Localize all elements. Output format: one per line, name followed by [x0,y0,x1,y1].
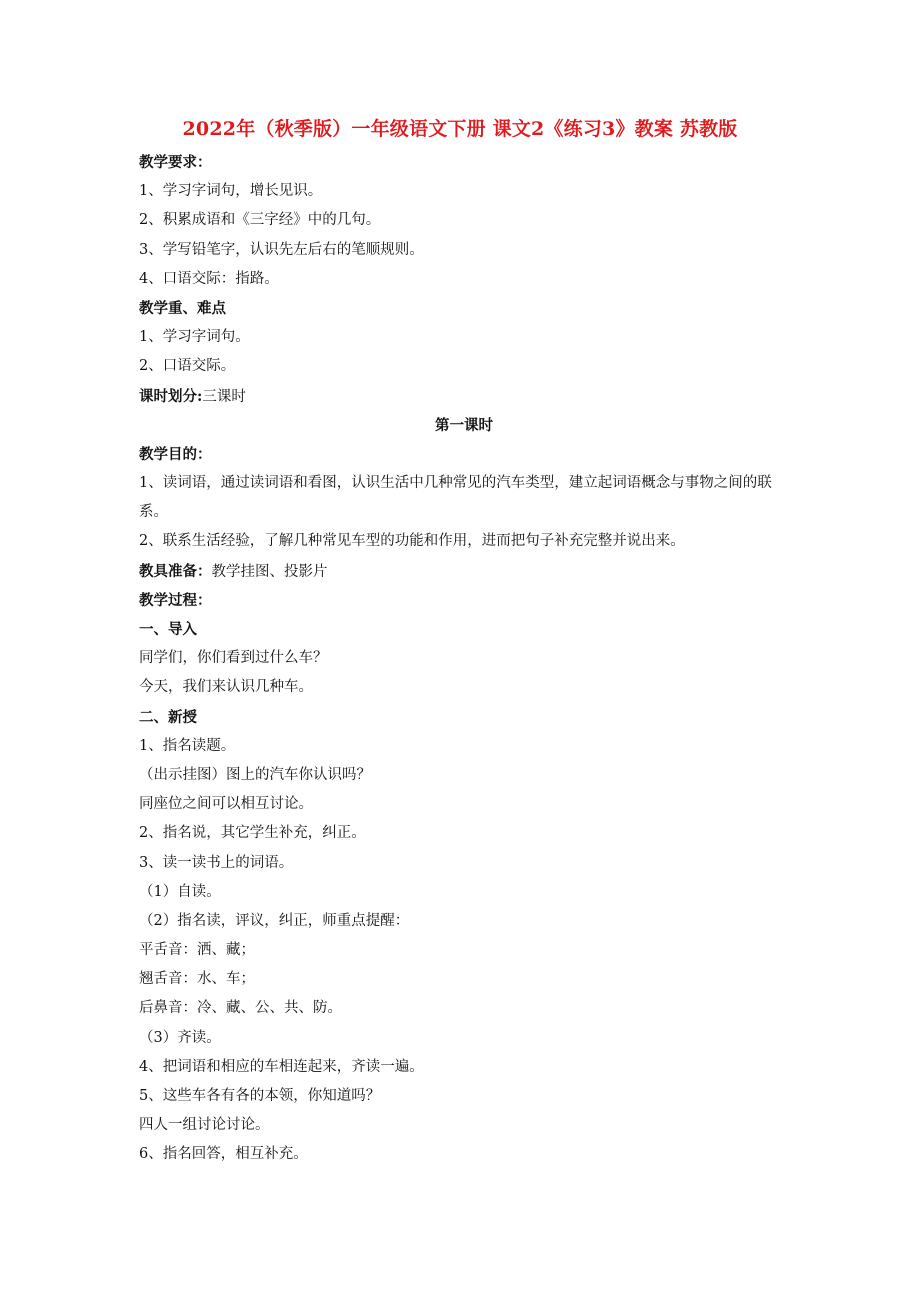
section2-line: 3、读一读书上的词语。 [139,854,294,871]
tools-value: 教学挂图、投影片 [211,563,328,580]
section2-line: 4、把词语和相应的车相连起来，齐读一遍。 [139,1058,424,1075]
tools-label: 教具准备： [139,562,212,580]
schedule-value: 三课时 [202,388,246,405]
process-heading: 教学过程： [139,591,212,609]
section2-line: 后鼻音：冷、藏、公、共、防。 [139,1000,342,1017]
section2-line: （1）自读。 [139,883,221,900]
schedule-label: 课时划分: [139,387,203,405]
section1-line: 同学们，你们看到过什么车？ [139,650,328,667]
schedule-line [139,382,789,411]
section2-line: 5、这些车各有各的本领，你知道吗？ [139,1088,381,1105]
lesson-heading: 第一课时 [435,416,493,434]
section1-heading: 一、导入 [139,621,197,639]
section2-line: （出示挂图）图上的汽车你认识吗？ [139,766,371,783]
requirement-item: 4、口语交际：指路。 [139,270,279,287]
section2-line: 1、指名读题。 [139,737,236,754]
section1-line: 今天，我们来认识几种车。 [139,679,313,696]
section2-line: 翘舌音：水、车； [139,971,255,988]
tools-line [139,557,789,586]
requirement-item: 3、学写铅笔字，认识先左后右的笔顺规则。 [139,241,424,258]
section2-line: 平舌音：洒、藏； [139,942,255,959]
section2-line: （3）齐读。 [139,1029,221,1046]
objective-item: 1、读词语，通过读词语和看图，认识生活中几种常见的汽车类型，建立起词语概念与事物之间的联系。 [139,475,772,521]
section2-line: 四人一组讨论讨论。 [139,1117,270,1134]
section2-line: 6、指名回答，相互补充。 [139,1146,308,1163]
document-title: 2022年（秋季版）一年级语文下册 课文2《练习3》教案 苏教版 [182,118,738,140]
section2-line: 2、指名说，其它学生补充，纠正。 [139,825,366,842]
objectives-heading: 教学目的： [139,445,212,463]
key-points-heading: 教学重、难点 [139,299,226,317]
requirements-heading: 教学要求： [139,154,212,171]
key-point-item: 1、学习字词句。 [139,329,250,346]
document-body [139,148,789,1170]
requirement-item: 1、学习字词句，增长见识。 [139,183,323,200]
section2-heading: 二、新授 [139,708,197,726]
objective-item: 2、联系生活经验，了解几种常见车型的功能和作用，进而把句子补充完整并说出来。 [139,533,685,550]
key-point-item: 2、口语交际。 [139,358,236,375]
section2-line: 同座位之间可以相互讨论。 [139,796,313,813]
requirement-item: 2、积累成语和《三字经》中的几句。 [139,212,381,229]
section2-line: （2）指名读，评议，纠正，师重点提醒： [139,912,410,929]
